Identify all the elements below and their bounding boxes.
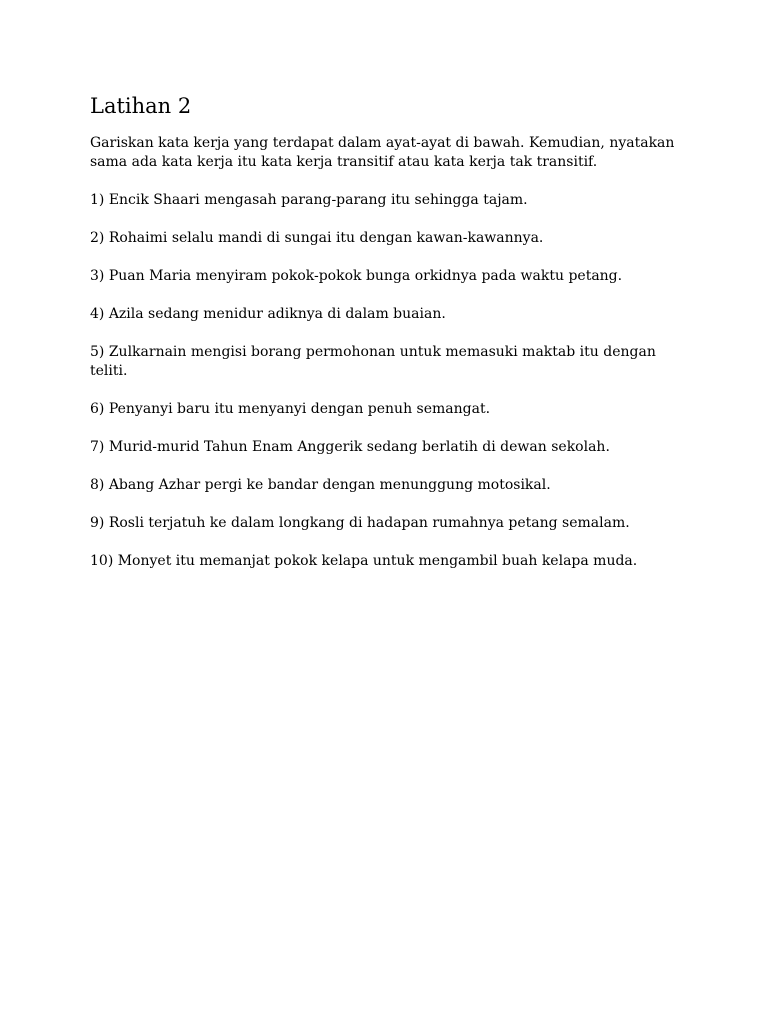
document-page bbox=[90, 92, 680, 590]
question-item-4: 4) Azila sedang menidur adiknya di dalam buaian. bbox=[90, 306, 446, 322]
question-item-5: 5) Zulkarnain mengisi borang permohonan untuk memasuki maktab itu dengan teliti. bbox=[90, 344, 656, 379]
question-list bbox=[90, 191, 680, 571]
question-item-7: 7) Murid-murid Tahun Enam Anggerik sedang berlatih di dewan sekolah. bbox=[90, 439, 610, 455]
question-item-9: 9) Rosli terjatuh ke dalam longkang di hadapan rumahnya petang semalam. bbox=[90, 515, 630, 531]
question-item-6: 6) Penyanyi baru itu menyanyi dengan penuh semangat. bbox=[90, 401, 491, 417]
question-item-1: 1) Encik Shaari mengasah parang-parang itu sehingga tajam. bbox=[90, 192, 528, 208]
page-title: Latihan 2 bbox=[90, 94, 192, 118]
instructions-paragraph: Gariskan kata kerja yang terdapat dalam ayat-ayat di bawah. Kemudian, nyatakan sama ada kata kerja itu kata kerja transitif atau kata kerja tak transitif. bbox=[90, 135, 675, 170]
question-item-2: 2) Rohaimi selalu mandi di sungai itu dengan kawan-kawannya. bbox=[90, 230, 544, 246]
question-item-3: 3) Puan Maria menyiram pokok-pokok bunga orkidnya pada waktu petang. bbox=[90, 268, 623, 284]
question-item-8: 8) Abang Azhar pergi ke bandar dengan menunggung motosikal. bbox=[90, 477, 551, 493]
question-item-10: 10) Monyet itu memanjat pokok kelapa untuk mengambil buah kelapa muda. bbox=[90, 553, 638, 569]
